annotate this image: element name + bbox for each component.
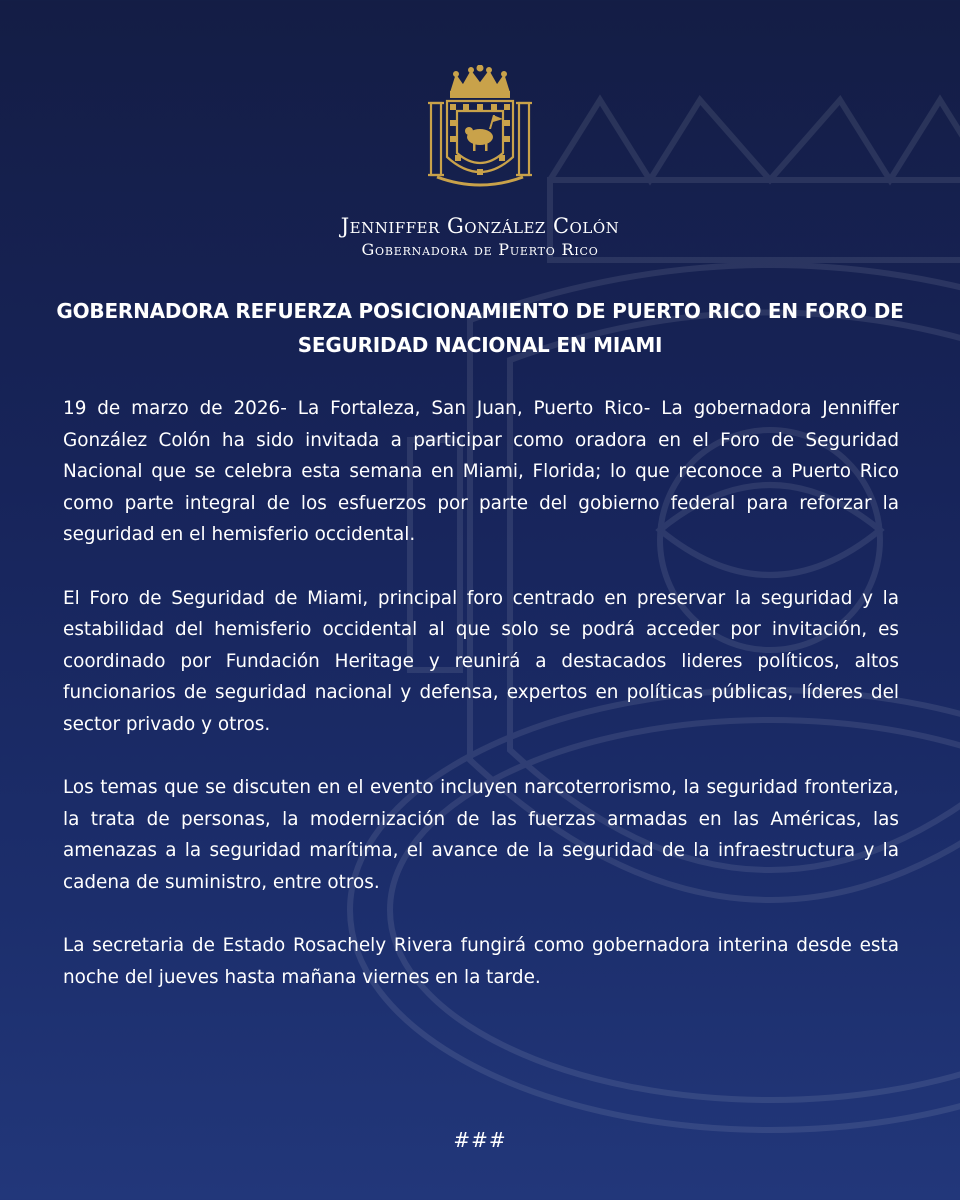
coat-of-arms-of-puerto-rico-icon: [423, 65, 537, 200]
governor-title: Gobernadora de Puerto Rico: [361, 240, 599, 259]
governor-name: Jenniffer González Colón: [340, 214, 620, 238]
press-release-body: [63, 393, 899, 1025]
body-paragraph: El Foro de Seguridad de Miami, principal foro centrado en preservar la seguridad y la estabilidad del hemisferio occidental al que solo se podrá acceder por invitación, es coordinado por Fundación Heritage y reunirá a destacados lideres políticos, altos funcionarios de seguridad nacional y defensa, expertos en políticas públicas, líderes del sector privado y otros.: [63, 587, 899, 735]
body-paragraph: Los temas que se discuten en el evento incluyen narcoterrorismo, la seguridad fronteriza, la trata de personas, la modernización de las fuerzas armadas en las Américas, las amenazas a la seguridad marítima, el avance de la seguridad de la infraestructura y la cadena de suministro, entre otros.: [63, 777, 899, 893]
body-paragraph: 19 de marzo de 2026- La Fortaleza, San Juan, Puerto Rico- La gobernadora Jenniffer González Colón ha sido invitada a participar como oradora en el Foro de Seguridad Nacional que se celebra esta semana en Miami, Florida; lo que reconoce a Puerto Rico como parte integral de los esfuerzos por parte del gobierno federal para reforzar la seguridad en el hemisferio occidental.: [63, 398, 899, 546]
body-paragraph: La secretaria de Estado Rosachely Rivera fungirá como gobernadora interina desde esta noche del jueves hasta mañana viernes en la tarde.: [63, 935, 899, 988]
press-release-headline: GOBERNADORA REFUERZA POSICIONAMIENTO DE PUERTO RICO EN FORO DE SEGURIDAD NACIONAL EN MIAMI: [56, 299, 904, 357]
end-of-release-mark: ###: [453, 1128, 507, 1152]
